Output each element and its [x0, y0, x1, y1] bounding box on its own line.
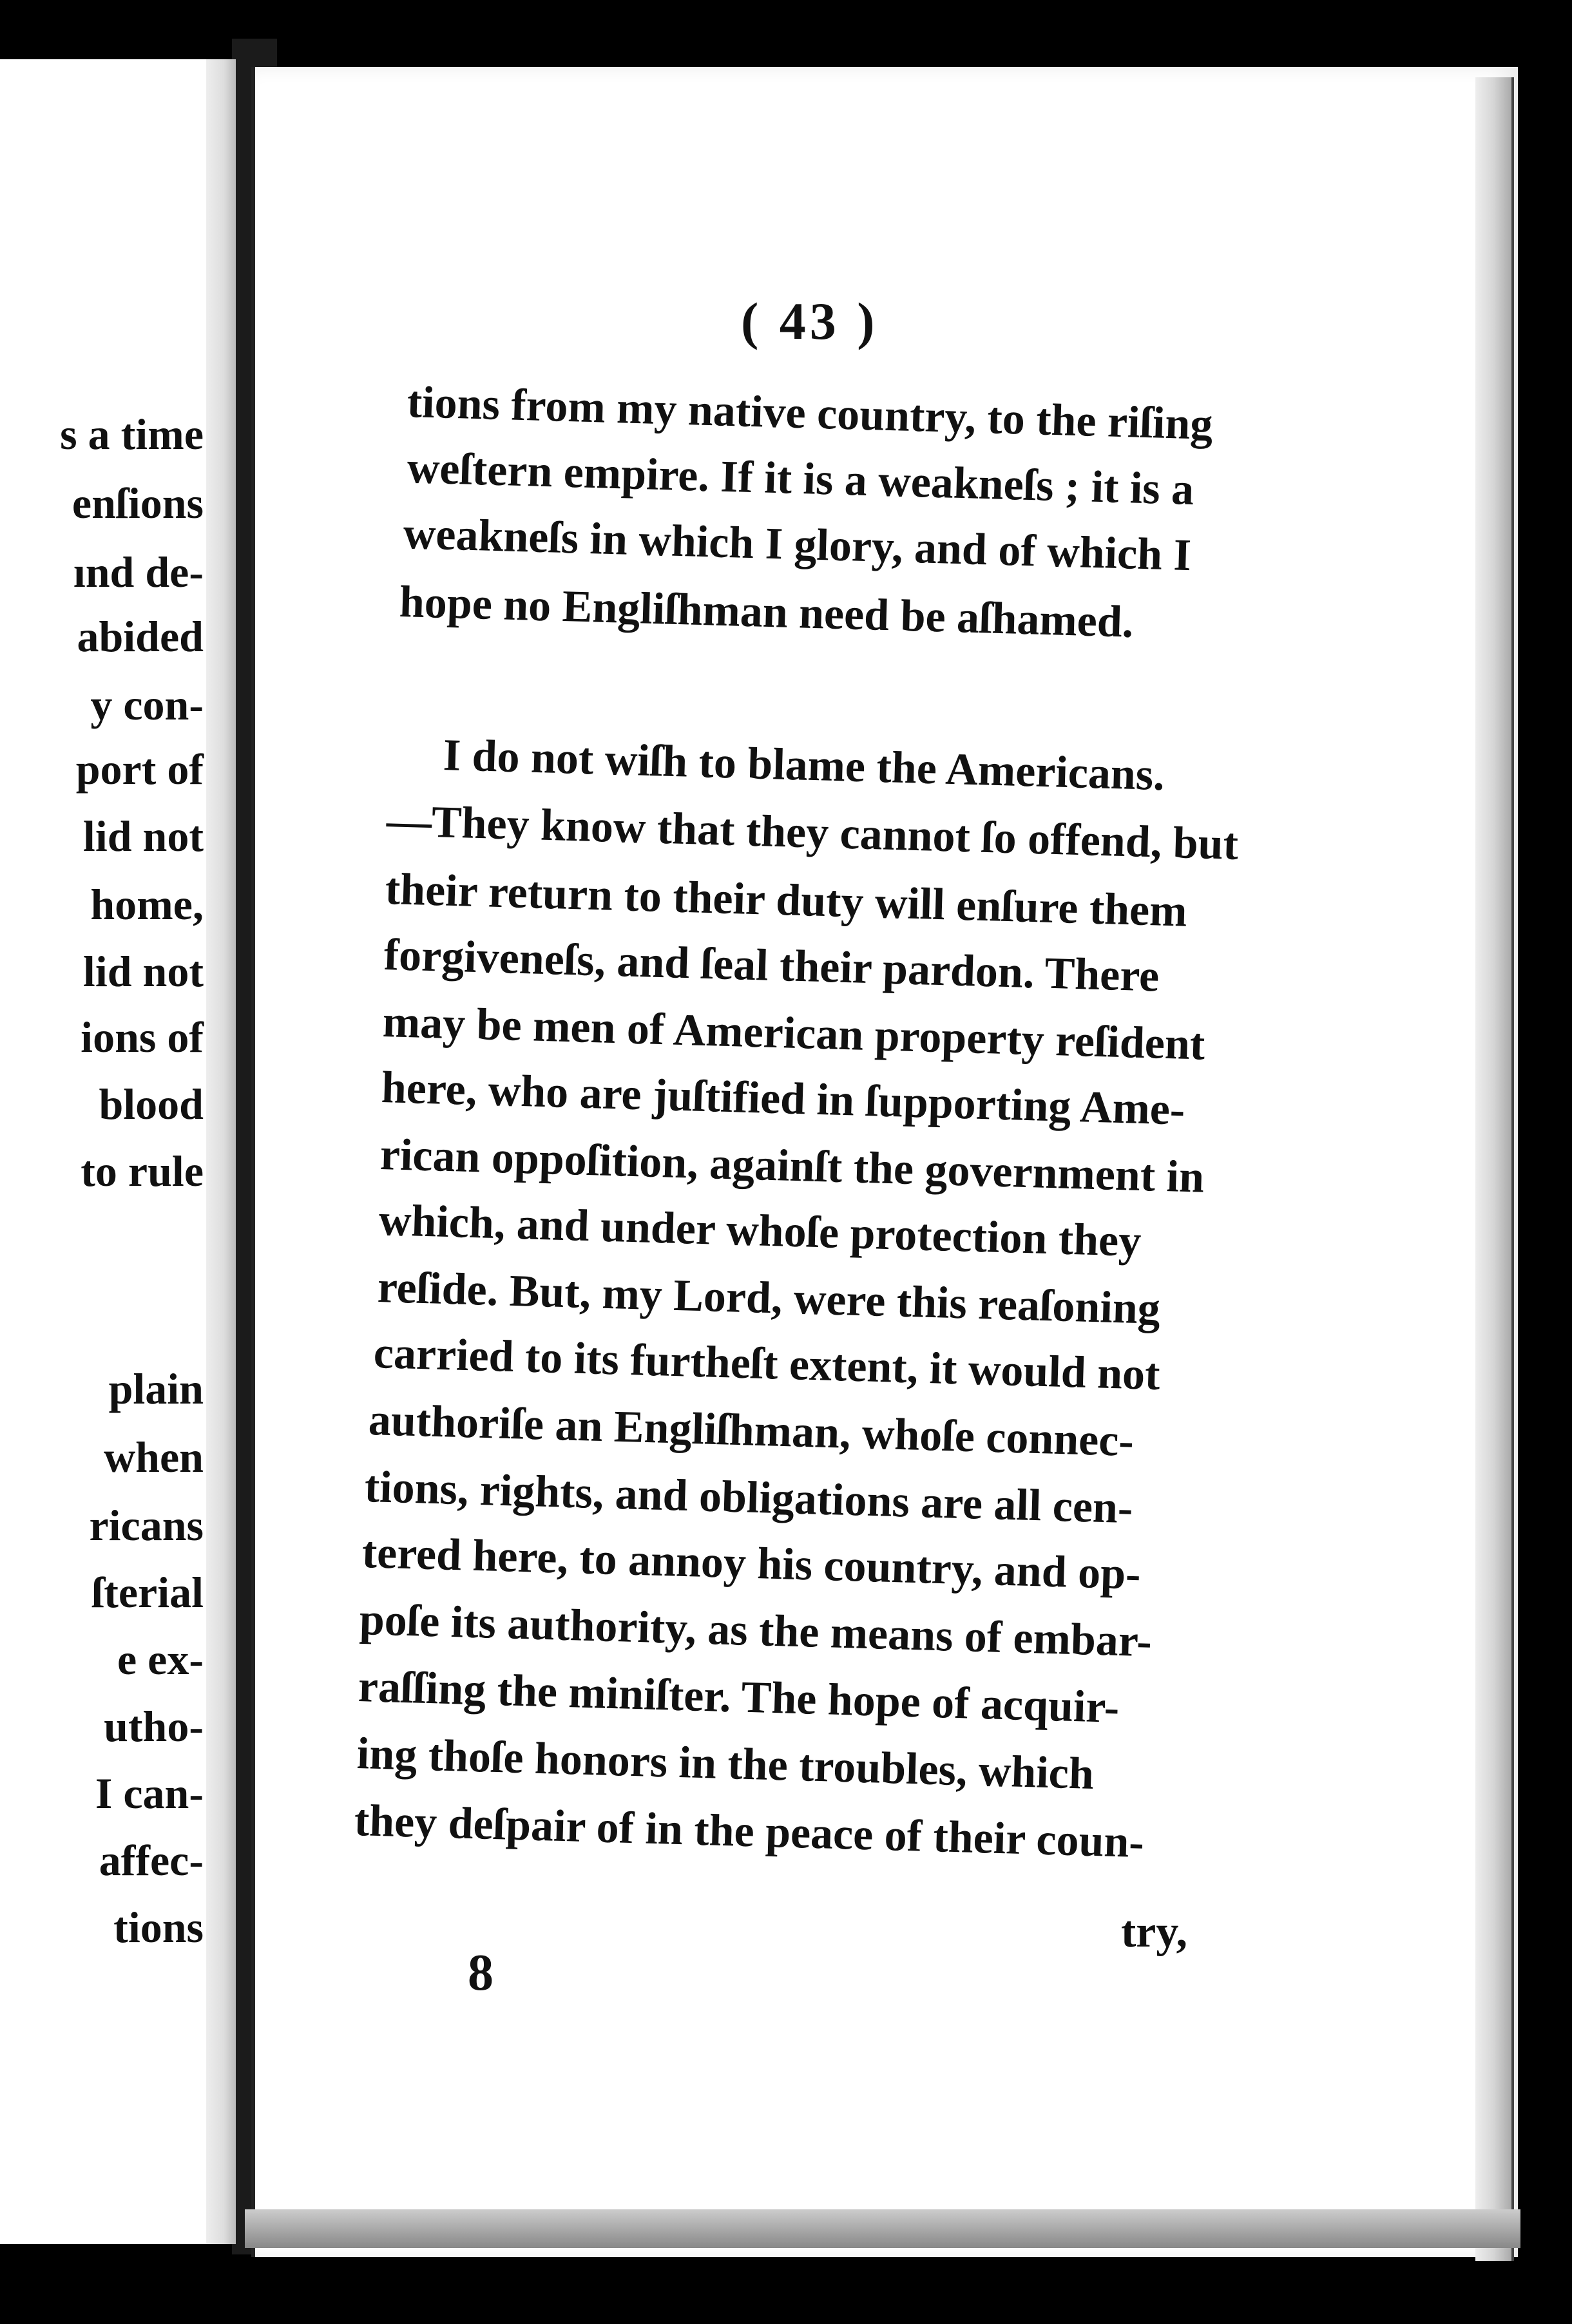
left-page-line: ions of: [81, 1013, 204, 1062]
text-line: raſſing the miniſter. The hope of acquir-: [357, 1662, 1120, 1733]
left-page-line: utho-: [104, 1702, 204, 1751]
left-page-line: home,: [90, 880, 204, 929]
text-line: which, and under whoſe protection they: [378, 1195, 1142, 1267]
text-line: their return to their duty will enſure them: [384, 864, 1188, 937]
left-page-line: ricans: [89, 1501, 204, 1550]
signature-mark: 8: [468, 1945, 494, 2001]
text-line: tered here, to annoy his country, and op-: [361, 1528, 1142, 1599]
text-line: ing thoſe honors in the troubles, which: [356, 1729, 1095, 1799]
text-line: I do not wiſh to blame the Americans.: [442, 730, 1165, 801]
left-page-line: I can-: [95, 1769, 204, 1818]
page-bottom-edge: [245, 2209, 1520, 2248]
left-page-line: port of: [75, 745, 204, 794]
left-page-line: blood: [99, 1080, 204, 1129]
catchword: try,: [1121, 1907, 1188, 1957]
text-line: authoriſe an Engliſhman, whoſe connec-: [367, 1395, 1135, 1467]
text-line: forgiveneſs, and ſeal their pardon. There: [383, 930, 1160, 1002]
text-line: poſe its authority, as the means of embar-: [358, 1595, 1153, 1667]
left-page-line: plain: [108, 1364, 204, 1413]
left-page-line: enſions: [72, 479, 204, 528]
text-line: tions, rights, and obligations are all cen-: [363, 1462, 1134, 1534]
left-page-line: ſterial: [91, 1568, 204, 1617]
left-page-line: ınd de-: [73, 548, 204, 596]
left-page-line: y con-: [90, 680, 204, 729]
text-line: carried to its furtheſt extent, it would not: [372, 1328, 1161, 1400]
text-line: hope no Engliſhman need be aſhamed.: [398, 577, 1135, 647]
left-page-line: lid not: [82, 947, 204, 996]
left-page-line: abided: [77, 612, 204, 661]
left-page-line: lid not: [82, 812, 204, 861]
text-line: weſtern empire. If it is a weakneſs ; it is a: [406, 443, 1195, 515]
left-page-line: tions: [113, 1903, 204, 1952]
right-page-edge: [1475, 77, 1514, 2261]
left-page-line: to rule: [81, 1147, 204, 1195]
text-line: weakneſs in which I glory, and of which I: [402, 509, 1192, 581]
left-page-line: affec-: [99, 1836, 204, 1885]
page-number: ( 43 ): [741, 292, 879, 350]
left-page-edge: [206, 59, 236, 2244]
left-page-line: e ex-: [117, 1635, 204, 1684]
text-line: —They know that they cannot ſo offend, but: [385, 796, 1239, 870]
text-line: reſide. But, my Lord, were this reaſoning: [376, 1262, 1161, 1334]
left-page-line: s a time: [60, 410, 204, 459]
left-facing-page: [0, 59, 233, 2244]
text-line: they deſpair of in the peace of their coun-: [353, 1796, 1145, 1868]
text-line: rican oppoſition, againſt the government in: [379, 1130, 1205, 1203]
text-line: may be men of American property reſident: [381, 997, 1206, 1070]
text-line: tions from my native country, to the riſing: [406, 377, 1214, 450]
text-line: here, who are juſtified in ſupporting Ame-: [380, 1063, 1186, 1135]
left-page-line: when: [104, 1433, 204, 1481]
